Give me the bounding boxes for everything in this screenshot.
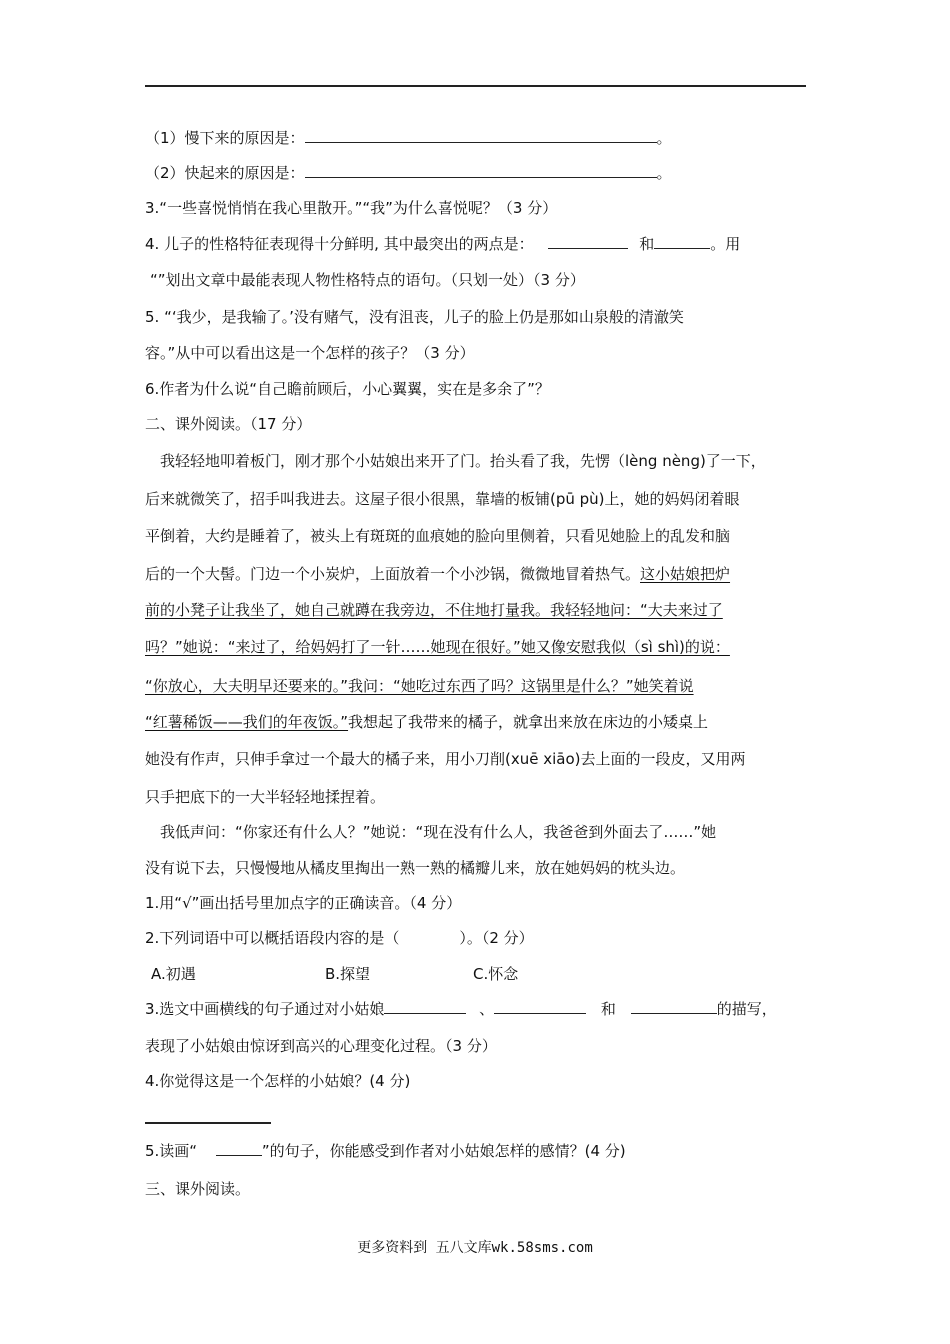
passage-line: 我轻轻地叩着板门，刚才那个小姑娘出来开了门。抬头看了我，先愣（lèng nèng)了一下， bbox=[160, 452, 766, 470]
passage-line: 后的一个大髻。门边一个小炭炉，上面放着一个小沙锅，微微地冒着热气。这小姑娘把炉 bbox=[145, 565, 731, 583]
question-6: 6.作者为什么说“自己瞻前顾后，小心翼翼，实在是多余了”？ bbox=[145, 380, 550, 398]
reading-question-4: 4.你觉得这是一个怎样的小姑娘？(4 分) bbox=[145, 1072, 411, 1090]
question-fast-reason: （2）快起来的原因是： 。 bbox=[145, 164, 672, 182]
answer-blank[interactable] bbox=[631, 999, 717, 1014]
question-5-cont: 容。”从中可以看出这是一个怎样的孩子？（3 分） bbox=[145, 344, 475, 362]
answer-blank[interactable] bbox=[654, 234, 710, 249]
answer-blank[interactable] bbox=[384, 999, 466, 1014]
answer-blank[interactable] bbox=[548, 234, 628, 249]
question-3: 3.“一些喜悦悄悄在我心里散开。”“我”为什么喜悦呢？（3 分） bbox=[145, 199, 558, 217]
underlined-sentence: “你放心，大夫明早还要来的。”我问：“她吃过东西了吗？这锅里是什么？”她笑着说 bbox=[145, 677, 694, 695]
answer-blank[interactable] bbox=[305, 163, 657, 178]
question-4-cont: “”划出文章中最能表现人物性格特点的语句。（只划一处）（3 分） bbox=[150, 271, 585, 289]
reading-question-5: 5.读画“ ”的句子，你能感受到作者对小姑娘怎样的感情？(4 分) bbox=[145, 1142, 626, 1160]
underlined-sentence: 这小姑娘把炉 bbox=[640, 565, 731, 583]
option-a[interactable]: A.初遇 bbox=[151, 965, 196, 983]
header-rule bbox=[145, 85, 806, 87]
options-row bbox=[151, 964, 831, 984]
question-4: 4. 儿子的性格特征表现得十分鲜明, 其中最突出的两点是： 和 。用 bbox=[145, 235, 741, 253]
reading-question-2: 2.下列词语中可以概括语段内容的是（ ）。（2 分） bbox=[145, 929, 534, 947]
reading-question-3-cont: 表现了小姑娘由惊讶到高兴的心理变化过程。（3 分） bbox=[145, 1037, 497, 1055]
footer-text: 更多资料到 五八文库wk.58sms.com bbox=[357, 1240, 593, 1256]
underline-sample bbox=[216, 1141, 262, 1156]
question-slow-reason: （1）慢下来的原因是： 。 bbox=[145, 129, 672, 147]
underlined-sentence: 吗？”她说：“来过了，给妈妈打了一针……她现在很好。”她又像安慰我似（sì shì)的说： bbox=[145, 638, 730, 656]
section-2-heading: 二、课外阅读。（17 分） bbox=[145, 415, 312, 433]
option-b[interactable]: B.探望 bbox=[325, 965, 371, 983]
underlined-sentence: “红薯稀饭——我们的年夜饭。” bbox=[145, 713, 349, 731]
question-5: 5. “‘我少，是我输了。’没有赌气，没有沮丧，儿子的脸上仍是那如山泉般的清澈笑 bbox=[145, 308, 684, 326]
option-c[interactable]: C.怀念 bbox=[473, 965, 519, 983]
passage-line: 只手把底下的一大半轻轻地揉捏着。 bbox=[145, 788, 386, 806]
passage-line: 她没有作声，只伸手拿过一个最大的橘子来，用小刀削(xuē xiāo)去上面的一段皮，又用两 bbox=[145, 750, 746, 768]
answer-blank[interactable] bbox=[494, 999, 586, 1014]
section-3-heading: 三、课外阅读。 bbox=[145, 1180, 251, 1198]
underlined-sentence: 前的小凳子让我坐了，她自己就蹲在我旁边，不住地打量我。我轻轻地问：“大夫来过了 bbox=[145, 601, 723, 619]
reading-question-3: 3.选文中画横线的句子通过对小姑娘 、 和 的描写， bbox=[145, 1000, 777, 1018]
reading-question-1: 1.用“√”画出括号里加点字的正确读音。（4 分） bbox=[145, 894, 462, 912]
answer-line[interactable] bbox=[145, 1122, 271, 1124]
passage-line: 我低声问：“你家还有什么人？”她说：“现在没有什么人，我爸爸到外面去了……”她 bbox=[160, 823, 717, 841]
passage-line: “红薯稀饭——我们的年夜饭。”我想起了我带来的橘子，就拿出来放在床边的小矮桌上 bbox=[145, 713, 709, 731]
passage-line: 没有说下去，只慢慢地从橘皮里掏出一熟一熟的橘瓣儿来，放在她妈妈的枕头边。 bbox=[145, 859, 686, 877]
passage-line: 后来就微笑了，招手叫我进去。这屋子很小很黑，靠墙的板铺(pū pù)上，她的妈妈闭着眼 bbox=[145, 490, 740, 508]
passage-line: 平倒着，大约是睡着了，被头上有斑斑的血痕她的脸向里侧着，只看见她脸上的乱发和脑 bbox=[145, 527, 731, 545]
answer-blank[interactable] bbox=[305, 128, 657, 143]
